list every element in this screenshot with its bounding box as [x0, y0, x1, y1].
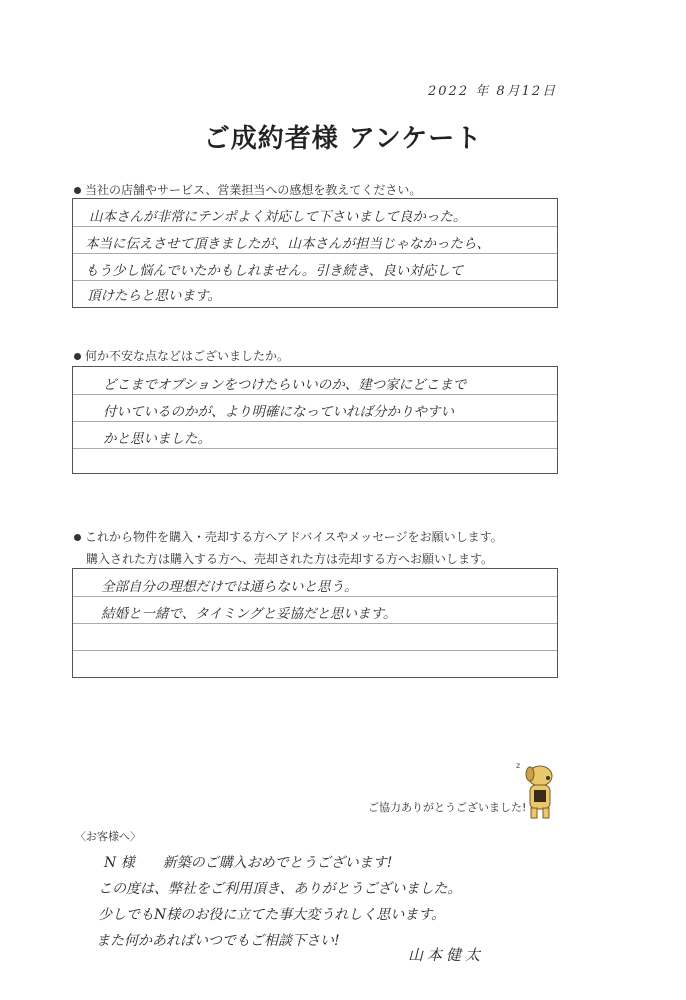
answer-2-line-2: 付いているのかが、より明確になっていれば分かりやすい: [103, 404, 454, 420]
ruled-line: [73, 253, 557, 254]
answer-1-line-3: もう少し悩んでいたかもしれません。引き続き、良い対応して: [85, 263, 464, 279]
customer-note-label: 〈お客様へ〉: [75, 830, 141, 843]
answer-3-line-1: 全部自分の理想だけでは通らないと思う。: [101, 579, 358, 595]
question-2-text: 何か不安な点などはございましたか。: [85, 349, 290, 363]
answer-1-line-2: 本当に伝えさせて頂きましたが、山本さんが担当じゃなかったら、: [85, 236, 490, 252]
message-line-3: 少しでもN様のお役に立てた事大変うれしく思います。: [98, 907, 446, 923]
answer-2-line-3: かと思いました。: [103, 431, 211, 447]
message-line-4: また何かあればいつでもご相談下さい!: [96, 933, 340, 949]
ruled-line: [73, 596, 557, 597]
thanks-message: ご協力ありがとうございました!: [368, 801, 527, 814]
ruled-line: [73, 394, 557, 395]
question-3-text: これから物件を購入・売却する方へアドバイスやメッセージをお願いします。: [85, 530, 503, 544]
question-3: [74, 528, 503, 545]
ruled-line: [73, 421, 557, 422]
answer-box-2: [72, 366, 558, 474]
ruled-line: [73, 650, 557, 651]
ruled-line: [73, 623, 557, 624]
ruled-line: [73, 280, 557, 281]
ruled-line: [73, 448, 557, 449]
bullet-dot-icon: [74, 534, 81, 541]
question-1-text: 当社の店舗やサービス、営業担当への感想を教えてください。: [85, 183, 422, 197]
answer-3-line-2: 結婚と一緒で、タイミングと妥協だと思います。: [101, 606, 397, 622]
answer-1-line-4: 頂けたらと思います。: [87, 288, 221, 304]
message-line-2: この度は、弊社をご利用頂き、ありがとうございました。: [98, 881, 462, 897]
bullet-dot-icon: [74, 353, 81, 360]
answer-1-line-1: 山本さんが非常にテンポよく対応して下さいまして良かった。: [89, 209, 467, 225]
svg-text:z: z: [516, 761, 521, 770]
answer-box-1: [72, 198, 558, 308]
question-3-subnote: 購入された方は購入する方へ、売却された方は売却する方へお願いします。: [86, 552, 494, 566]
ruled-line: [73, 226, 557, 227]
message-line-1: N 様 新築のご購入おめでとうございます!: [104, 855, 393, 871]
dog-mascot-icon: [514, 758, 562, 822]
survey-date: 2022 年 8月12日: [428, 84, 558, 99]
answer-box-3: [72, 568, 558, 678]
question-2: [74, 347, 289, 364]
signature: 山本健太: [408, 946, 485, 964]
question-1: [74, 181, 421, 198]
answer-2-line-1: どこまでオプションをつけたらいいのか、建つ家にどこまで: [103, 377, 467, 393]
bullet-dot-icon: [74, 187, 81, 194]
page-title: ご成約者様 アンケート: [203, 124, 483, 154]
